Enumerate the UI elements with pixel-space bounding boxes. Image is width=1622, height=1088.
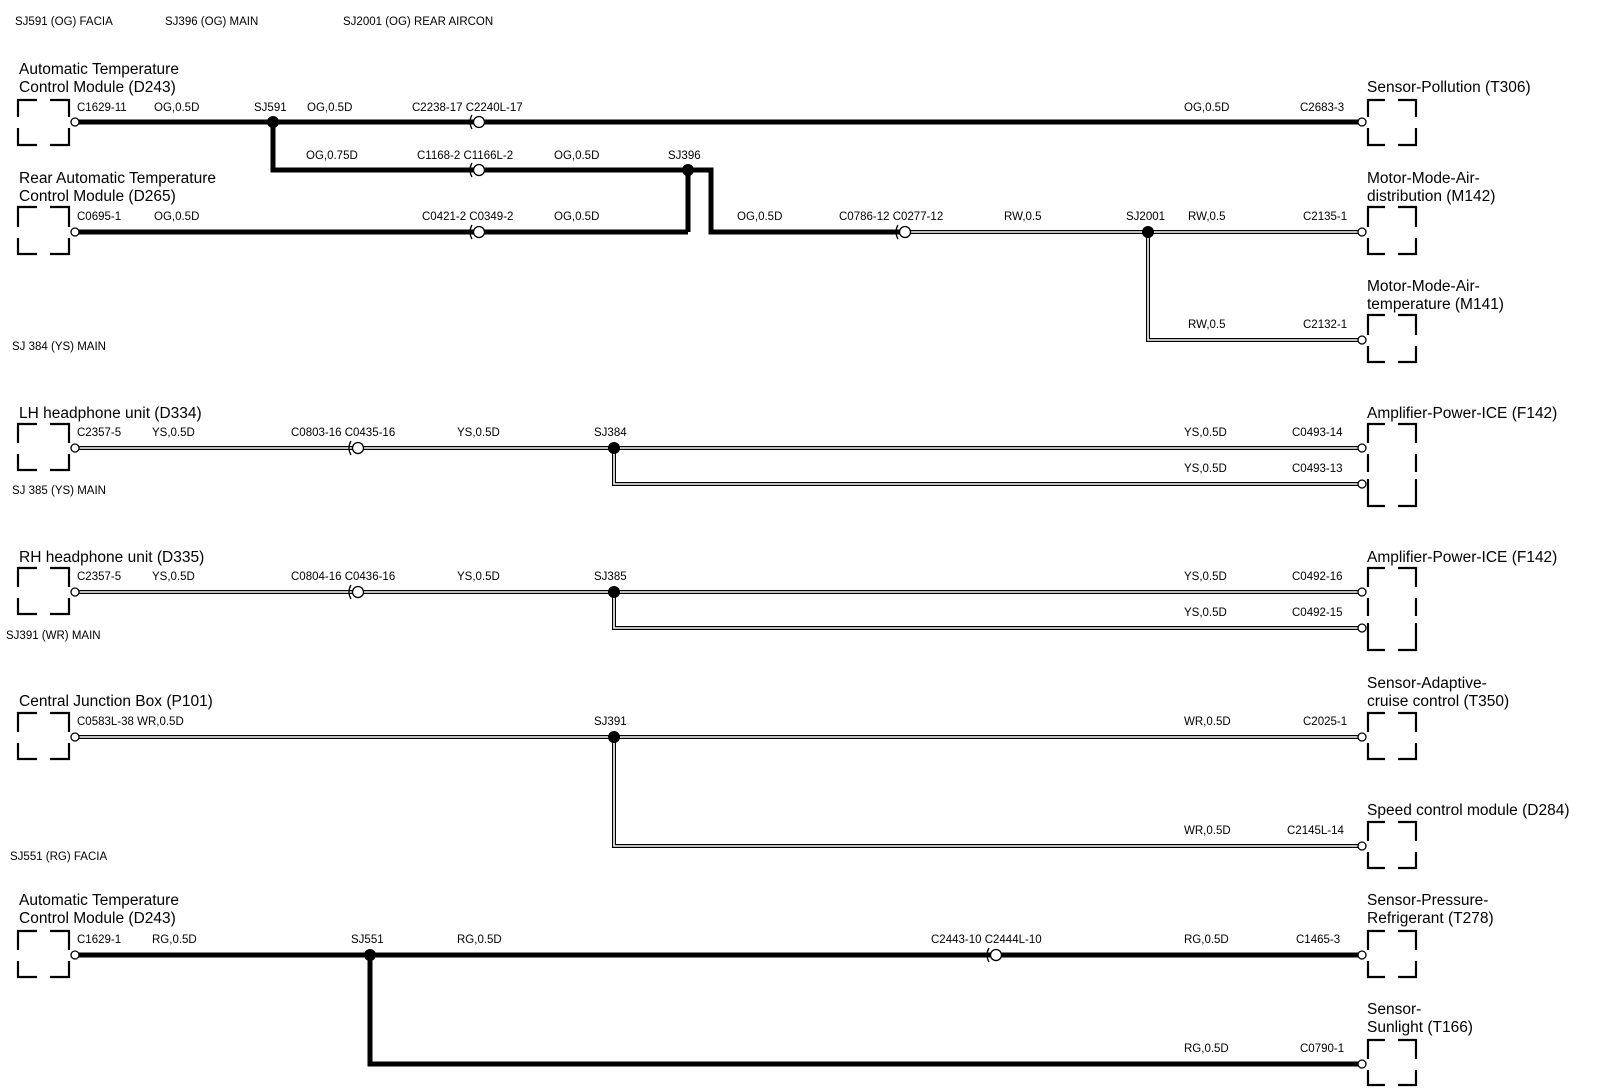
connector-label: C2025-1: [1303, 716, 1348, 728]
component-label-t166-line1: Sensor-: [1367, 1001, 1422, 1018]
wire-spec-label: YS,0.5D: [152, 427, 195, 439]
component-box-m141: [1368, 315, 1416, 362]
component-label-t278-line1: Sensor-Pressure-: [1367, 892, 1489, 909]
connector-label: C0493-14: [1292, 427, 1343, 439]
wire-spec-label: RG,0.5D: [1184, 1043, 1229, 1055]
connector-pair-label: C0804-16 C0436-16: [291, 571, 396, 583]
component-box-d265: [18, 207, 69, 254]
component-label-t306: Sensor-Pollution (T306): [1367, 79, 1531, 96]
wire-spec-label: OG,0.75D: [306, 150, 358, 162]
component-label-d243-2-line2: Control Module (D243): [19, 910, 176, 927]
connector-label: C2357-5: [77, 427, 122, 439]
rg-wires: [75, 955, 1362, 1064]
component-box-d243-2: [18, 931, 69, 977]
wire-spec-label: OG,0.5D: [307, 102, 353, 114]
component-label-f142-2: Amplifier-Power-ICE (F142): [1367, 549, 1558, 566]
wire-sj384-to-c0493-13: [614, 448, 1362, 484]
component-label-t166-line2: Sunlight (T166): [1367, 1019, 1473, 1036]
wire-spec-label: RG,0.5D: [152, 934, 197, 946]
connector-label: C0492-16: [1292, 571, 1343, 583]
connector-pair-label: C2238-17 C2240L-17: [412, 102, 523, 114]
wire-spec-label: RW,0.5: [1004, 211, 1042, 223]
inline-connectors: [349, 115, 1002, 962]
splice-sj591: [267, 116, 279, 128]
wire-spec-label: OG,0.5D: [154, 211, 200, 223]
connector-pair-label: C2443-10 C2444L-10: [931, 934, 1042, 946]
component-label-p101: Central Junction Box (P101): [19, 693, 213, 710]
connector-label: C2132-1: [1303, 319, 1348, 331]
component-label-m141-line2: temperature (M141): [1367, 296, 1504, 313]
component-label-t350-line2: cruise control (T350): [1367, 693, 1510, 710]
wire-spec-label: WR,0.5D: [1184, 716, 1231, 728]
splice-sj551: [364, 949, 376, 961]
splice-sj396: [682, 164, 694, 176]
header-note-sj2001: SJ2001 (OG) REAR AIRCON: [343, 16, 494, 28]
component-box-f142-2: [1368, 568, 1416, 650]
connector-label: C0790-1: [1300, 1043, 1345, 1055]
wire-spec-label: OG,0.5D: [737, 211, 783, 223]
splice-label: SJ396: [668, 150, 701, 162]
wire-spec-label: YS,0.5D: [1184, 427, 1227, 439]
component-label-t278-line2: Refrigerant (T278): [1367, 910, 1494, 927]
header-note-sj591: SJ591 (OG) FACIA: [15, 16, 113, 28]
connector-label: C2135-1: [1303, 211, 1348, 223]
splice-label: SJ391: [594, 716, 627, 728]
wire-spec-label: YS,0.5D: [1184, 607, 1227, 619]
component-box-t306: [1368, 100, 1416, 145]
component-box-t278: [1368, 931, 1416, 977]
section-note-sj385: SJ 385 (YS) MAIN: [12, 485, 106, 497]
connector-label: C1629-11: [77, 102, 127, 114]
wire-spec-label: YS,0.5D: [1184, 463, 1227, 475]
component-box-d334: [18, 424, 69, 470]
connector-label: C1465-3: [1296, 934, 1341, 946]
component-label-m142-line2: distribution (M142): [1367, 188, 1496, 205]
component-box-m142: [1368, 207, 1416, 254]
rw-wires: [905, 232, 1362, 340]
component-box-p101: [18, 713, 69, 759]
component-box-d243-1: [18, 100, 69, 145]
connector-label: C1629-1: [77, 934, 122, 946]
wire-spec-label: OG,0.5D: [554, 150, 600, 162]
wire-spec-label: YS,0.5D: [1184, 571, 1227, 583]
component-label-d265-line2: Control Module (D265): [19, 188, 176, 205]
wire-spec-label: YS,0.5D: [152, 571, 195, 583]
connector-label: C2145L-14: [1287, 825, 1344, 837]
wire-spec-label: OG,0.5D: [154, 102, 200, 114]
splice-label: SJ385: [594, 571, 627, 583]
component-label-d243-1-line2: Control Module (D243): [19, 79, 176, 96]
component-label-d284: Speed control module (D284): [1367, 802, 1570, 819]
wire-sj385-to-c0492-15: [614, 592, 1362, 628]
wire-labels: [77, 102, 1347, 1055]
connector-label: C0493-13: [1292, 463, 1343, 475]
component-label-d243-2-line1: Automatic Temperature: [19, 892, 179, 909]
connector-pair-label: C0786-12 C0277-12: [839, 211, 944, 223]
splice-label: SJ384: [594, 427, 627, 439]
component-label-t350-line1: Sensor-Adaptive-: [1367, 675, 1487, 692]
component-label-d334: LH headphone unit (D334): [19, 405, 202, 422]
splice-sj385: [608, 586, 620, 598]
component-box-t350: [1368, 713, 1416, 759]
og-wires: [75, 122, 1362, 232]
wire-spec-label: OG,0.5D: [1184, 102, 1230, 114]
wr-wires: [75, 737, 1362, 846]
component-box-d284: [1368, 822, 1416, 868]
wire-spec-label: YS,0.5D: [457, 427, 500, 439]
connector-label: C2357-5: [77, 571, 122, 583]
wire-sj391-to-c2145l-14: [614, 737, 1362, 846]
connector-pair-label: C0421-2 C0349-2: [422, 211, 514, 223]
connector-label: C0695-1: [77, 211, 122, 223]
ys-wires-2: [75, 592, 1362, 628]
connector-pair-label: C0803-16 C0435-16: [291, 427, 396, 439]
section-note-sj384: SJ 384 (YS) MAIN: [12, 341, 106, 353]
wire-spec-label: RW,0.5: [1188, 319, 1226, 331]
splice-sj384: [608, 442, 620, 454]
wire-spec-label: RW,0.5: [1188, 211, 1226, 223]
connector-label: C0583L-38 WR,0.5D: [77, 716, 184, 728]
component-label-d243-1-line1: Automatic Temperature: [19, 61, 179, 78]
header-note-sj396: SJ396 (OG) MAIN: [165, 16, 259, 28]
component-label-f142-1: Amplifier-Power-ICE (F142): [1367, 405, 1558, 422]
wire-spec-label: WR,0.5D: [1184, 825, 1231, 837]
component-label-d335: RH headphone unit (D335): [19, 549, 205, 566]
splice-sj2001: [1142, 226, 1154, 238]
splice-label: SJ2001: [1126, 211, 1166, 223]
splice-label: SJ551: [351, 934, 384, 946]
component-label-m141-line1: Motor-Mode-Air-: [1367, 278, 1480, 295]
section-note-sj391: SJ391 (WR) MAIN: [6, 630, 101, 642]
wire-spec-label: RG,0.5D: [1184, 934, 1229, 946]
wire-spec-label: RG,0.5D: [457, 934, 502, 946]
connector-label: C2683-3: [1300, 102, 1345, 114]
component-box-d335: [18, 568, 69, 614]
splice-label: SJ591: [254, 102, 287, 114]
section-note-sj551: SJ551 (RG) FACIA: [10, 851, 108, 863]
splices: [267, 116, 1154, 961]
wire-spec-label: OG,0.5D: [554, 211, 600, 223]
connector-label: C0492-15: [1292, 607, 1343, 619]
component-label-d265-line1: Rear Automatic Temperature: [19, 170, 217, 187]
wire-spec-label: YS,0.5D: [457, 571, 500, 583]
connector-pair-label: C1168-2 C1166L-2: [417, 150, 514, 162]
component-box-f142-1: [1368, 424, 1416, 506]
splice-sj391: [608, 731, 620, 743]
component-label-m142-line1: Motor-Mode-Air-: [1367, 170, 1480, 187]
ys-wires-1: [75, 448, 1362, 484]
component-box-t166: [1368, 1040, 1416, 1085]
